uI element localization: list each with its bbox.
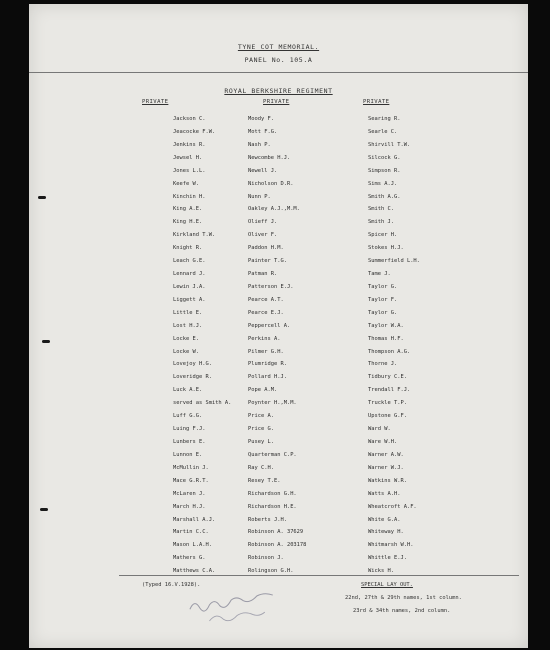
handwritten-annotation-icon bbox=[184, 582, 298, 631]
regiment-name: ROYAL BERKSHIRE REGIMENT bbox=[224, 87, 333, 95]
name-cell: Searing R. bbox=[368, 116, 401, 122]
name-cell: Taylor W.A. bbox=[368, 322, 404, 329]
name-cell: Jackson C. bbox=[173, 116, 206, 122]
name-cell: Pusey L. bbox=[248, 439, 274, 445]
name-cell: Pearce A.T. bbox=[248, 296, 284, 303]
name-cell: Taylor G. bbox=[368, 309, 398, 316]
name-cell: Watkins W.R. bbox=[368, 477, 407, 484]
name-cell: Nicholson D.R. bbox=[248, 180, 294, 187]
name-cell: Richardson H.E. bbox=[248, 503, 297, 510]
name-cell: Upstone G.F. bbox=[368, 413, 407, 420]
name-cell: Watts A.H. bbox=[368, 490, 401, 497]
name-cell: Marshall A.J. bbox=[173, 516, 216, 523]
name-cell: Robinson J. bbox=[248, 555, 284, 562]
name-cell: Locke E. bbox=[173, 335, 199, 342]
name-cell: King A.E. bbox=[173, 206, 203, 213]
memorial-title: TYNE COT MEMORIAL. bbox=[237, 43, 320, 51]
name-cell: Pilmer G.H. bbox=[248, 348, 284, 355]
name-cell: Lunnon E. bbox=[173, 451, 203, 458]
name-cell: Pollard H.J. bbox=[248, 374, 287, 381]
name-cell: Mason L.A.H. bbox=[173, 542, 212, 549]
name-cell: Kirkland T.W. bbox=[173, 232, 216, 239]
name-cell: Locke W. bbox=[173, 348, 199, 355]
name-cell: Knight R. bbox=[173, 245, 203, 252]
name-cell: Oliver F. bbox=[248, 232, 278, 239]
name-cell: Poynter H.,M.M. bbox=[248, 400, 297, 407]
column-heading-2: PRIVATE bbox=[263, 99, 290, 105]
name-cell: Roberts J.H. bbox=[248, 516, 287, 523]
name-cell: Pearce E.J. bbox=[248, 309, 284, 316]
name-cell: Whittle E.J. bbox=[368, 555, 407, 562]
name-cell: Martin C.C. bbox=[173, 529, 209, 536]
name-cell: Jeacocke F.W. bbox=[173, 128, 216, 135]
name-cell: Tidbury C.E. bbox=[368, 374, 407, 381]
name-cell: Plumridge R. bbox=[248, 361, 287, 368]
name-cell: McMullin J. bbox=[173, 464, 209, 471]
name-cell: Whitmarsh W.H. bbox=[368, 542, 414, 549]
name-cell: Mace G.R.T. bbox=[173, 477, 209, 484]
name-cell: Smith J. bbox=[368, 219, 394, 226]
name-cell: Thompson A.G. bbox=[368, 348, 411, 355]
name-cell: Resey T.E. bbox=[248, 477, 281, 484]
name-cell: Pope A.M. bbox=[248, 387, 278, 394]
name-cell: Thomas H.F. bbox=[368, 335, 404, 342]
name-cell: Silcock G. bbox=[368, 154, 401, 161]
name-cell: Shirvill T.W. bbox=[368, 141, 411, 148]
name-cell: Summerfield L.H. bbox=[368, 258, 420, 265]
name-cell: Tame J. bbox=[368, 271, 391, 278]
name-cell: Richardson G.H. bbox=[248, 490, 297, 497]
name-cell: Jenkins R. bbox=[173, 141, 206, 148]
name-cell: served as Smith A. bbox=[173, 400, 232, 407]
name-cell: Leach G.E. bbox=[173, 258, 206, 265]
name-cell: Nunn P. bbox=[248, 193, 271, 200]
name-cell: Ray C.H. bbox=[248, 464, 274, 471]
name-cell: Lewin J.A. bbox=[173, 283, 206, 290]
name-cell: Luff G.G. bbox=[173, 413, 203, 420]
name-cell: Mathers G. bbox=[173, 555, 206, 562]
name-cell: McLaren J. bbox=[173, 490, 206, 497]
name-cell: Keefe W. bbox=[173, 180, 199, 187]
name-cell: Taylor F. bbox=[368, 296, 398, 303]
name-cell: Simpson R. bbox=[368, 167, 401, 174]
name-cell: Oakley A.J.,M.M. bbox=[248, 206, 300, 213]
name-cell: Stokes H.J. bbox=[368, 245, 404, 252]
name-cell: Moody F. bbox=[248, 116, 274, 122]
punch-hole-mark-1 bbox=[38, 196, 46, 199]
name-cell: Price G. bbox=[248, 426, 274, 433]
name-cell: Truckle T.P. bbox=[368, 400, 407, 407]
name-cell: Warner W.J. bbox=[368, 464, 404, 471]
name-cell: Spicer H. bbox=[368, 232, 398, 239]
name-cell: March H.J. bbox=[173, 503, 206, 510]
name-cell: Patman R. bbox=[248, 271, 278, 278]
name-cell: Quarterman C.P. bbox=[248, 451, 297, 458]
name-cell: Price A. bbox=[248, 413, 274, 420]
column-heading-3: PRIVATE bbox=[363, 99, 390, 105]
name-cell: Lunbers E. bbox=[173, 439, 206, 445]
special-layout-title: SPECIAL LAY OUT. bbox=[361, 582, 413, 588]
name-cell: Mott F.G. bbox=[248, 128, 278, 135]
column-heading-1: PRIVATE bbox=[142, 99, 169, 105]
name-cell: Perkins A. bbox=[248, 335, 281, 342]
name-cell: Smith A.G. bbox=[368, 193, 401, 200]
punch-hole-mark-2 bbox=[42, 340, 50, 343]
name-cell: Luing F.J. bbox=[173, 426, 206, 433]
name-cell: Newell J. bbox=[248, 167, 278, 174]
header-rule bbox=[29, 72, 528, 73]
name-cell: Thorne J. bbox=[368, 361, 398, 368]
name-cell: Little E. bbox=[173, 309, 203, 316]
name-cell: Wicks H. bbox=[368, 568, 394, 575]
name-cell: Peppercell A. bbox=[248, 322, 291, 329]
name-cell: Robinson A. 37629 bbox=[248, 529, 304, 536]
name-cell: Paddon H.M. bbox=[248, 245, 284, 252]
name-cell: Newcombe H.J. bbox=[248, 154, 291, 161]
name-cell: Wheatcroft A.F. bbox=[368, 503, 417, 510]
name-cell: Lennard J. bbox=[173, 271, 206, 278]
name-cell: King H.E. bbox=[173, 219, 203, 226]
memorial-register-page bbox=[29, 4, 528, 648]
name-cell: Ware W.H. bbox=[368, 439, 398, 445]
name-cell: Whiteway H. bbox=[368, 529, 404, 536]
name-cell: Smith C. bbox=[368, 206, 394, 213]
name-cell: Warner A.W. bbox=[368, 451, 404, 458]
name-cell: Nash P. bbox=[248, 141, 271, 148]
typed-date: (Typed 16.V.1928). bbox=[142, 582, 201, 588]
name-cell: Olieff J. bbox=[248, 219, 278, 226]
name-cell: Luck A.E. bbox=[173, 387, 203, 394]
special-layout-line-2: 23rd & 34th names, 2nd column. bbox=[353, 608, 451, 614]
name-cell: Painter T.G. bbox=[248, 258, 287, 265]
name-cell: Loveridge R. bbox=[173, 374, 212, 381]
name-cell: Rolingson G.H. bbox=[248, 568, 294, 575]
name-cell: Lost H.J. bbox=[173, 322, 203, 329]
name-cell: White G.A. bbox=[368, 516, 401, 523]
name-cell: Kinchin H. bbox=[173, 193, 206, 200]
name-cell: Ward W. bbox=[368, 426, 391, 433]
name-cell: Lovejoy H.G. bbox=[173, 361, 212, 368]
name-cell: Matthews C.A. bbox=[173, 568, 216, 575]
name-cell: Jewsel H. bbox=[173, 154, 203, 161]
name-cell: Patterson E.J. bbox=[248, 283, 294, 290]
name-cell: Searle C. bbox=[368, 128, 398, 135]
punch-hole-mark-3 bbox=[40, 508, 48, 511]
name-cell: Taylor G. bbox=[368, 283, 398, 290]
name-cell: Trendall F.J. bbox=[368, 387, 411, 394]
panel-number: PANEL No. 105.A bbox=[244, 56, 313, 64]
name-cell: Sims A.J. bbox=[368, 180, 398, 187]
name-cell: Liggett A. bbox=[173, 296, 206, 303]
name-cell: Robinson A. 203178 bbox=[248, 542, 307, 549]
name-cell: Jones L.L. bbox=[173, 167, 206, 174]
special-layout-line-1: 22nd, 27th & 29th names, 1st column. bbox=[345, 595, 462, 601]
footer-rule bbox=[119, 575, 519, 576]
